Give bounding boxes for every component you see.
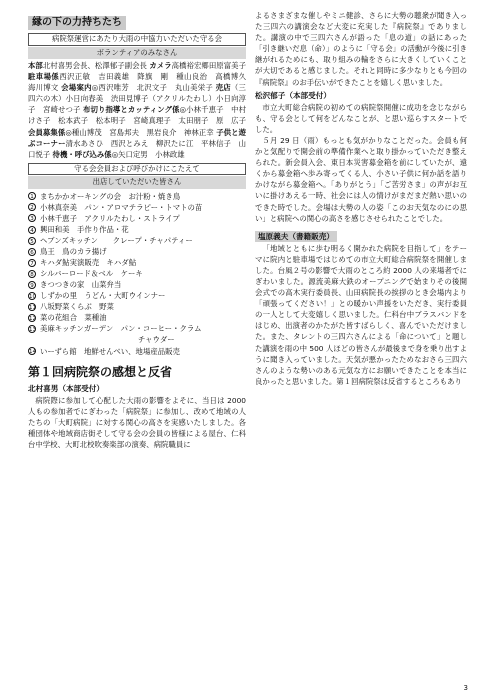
body-paragraph: よるさまざまな催しやミニ健診、さらに大勢の聴衆が聞き入った三四六の講演会など大変に充実した『病院祭』でありました。講演の中で三四六さんが語った「息の道」の話にあった「引き継いだ息（命）」のように「守る会」の活動が今後に引き継がれるためにも、取り組みの輪をさらに大きくしていくことが大切であると感じました。それと同時に多少なりとも今回の『病院祭』のお手伝いができたことを嬉しく思いました。: [255, 11, 467, 87]
list-item: [28, 268, 246, 279]
item-text: シルバーロード＆ベル ケーキ: [40, 269, 143, 279]
list-item: [28, 290, 246, 301]
item-number: 4: [28, 226, 36, 234]
credit-role: 布切り指導とカッティング係: [82, 105, 180, 115]
item-text: 八坂野菜くらぶ 野菜: [40, 302, 114, 312]
item-number: 13: [29, 326, 36, 333]
support-line-1: 守る会会員および呼びかけにこたえて: [28, 163, 246, 176]
item-number: 11: [29, 304, 36, 311]
credit-names: 北村喜男会長、松澤郁子副会長: [42, 61, 147, 70]
item-text: しずかの里 うどん・大町ウインナー: [40, 291, 166, 301]
credit-names: 高橋裕宏郷田原富美子: [171, 61, 246, 70]
list-item: [28, 257, 246, 268]
author-name: 北村喜男（本部受付）: [28, 383, 104, 393]
list-item: [28, 191, 246, 202]
item-text: 小林真奈美 パン・アロマテラピー・トマトの苗: [40, 202, 203, 212]
list-item: [28, 346, 246, 357]
credit-role: 売店: [215, 83, 231, 93]
credit-role: 待機・呼び込み係: [52, 149, 112, 159]
left-column: [28, 10, 254, 450]
credit-role: 会場案内: [61, 83, 92, 93]
credit-role: 本部: [28, 61, 43, 70]
shop-list: [28, 191, 246, 357]
intro-sub: ボランティアのみなさん: [28, 47, 246, 60]
author-name: 塩原義夫（書籍販売）: [255, 231, 337, 242]
list-item: [28, 213, 246, 224]
list-item: [28, 202, 246, 213]
item-text: 鳥王 鳥のカラ揚げ: [40, 247, 107, 257]
item-text: ヘブンズキッチン クレープ・チャパティー: [40, 236, 193, 246]
credit-names: 西沢正敏 吉田義雄 降旗 剛 種山良治 高橋博久 海川博文: [28, 72, 254, 93]
item-number: 9: [28, 281, 36, 289]
item-text: 小林千恵子 アクリルたわし・ストライプ: [40, 213, 180, 223]
credit-role: 子供と遊ぶコーナー: [28, 127, 246, 148]
item-number: 1: [28, 192, 36, 200]
item-text: 美麻キッチンガーデン パン・コーヒー・クラム: [40, 324, 202, 334]
credit-role: カメラ: [149, 61, 172, 70]
item-number: 5: [28, 237, 36, 245]
body-paragraph: 市立大町総合病院の初めての病院祭開催に成功を念じながらも、守る会として何をどんなことが、と思い巡らすスタートでした。: [255, 102, 467, 134]
credit-names: ◎種山博茂 宮島邦夫 黒岩良介 神林正幸: [65, 127, 214, 137]
item-number: 10: [29, 293, 36, 300]
list-item: [28, 323, 246, 334]
credit-role: 会員募集係: [28, 127, 66, 137]
body-paragraph: 病院際に参加して心配した大雨の影響をよそに、当日は 2000 人もの参加者でにぎわった「病院祭」に参加し、改めて地域の人たちの「大町病院」に対する関心の高さを実感いたしました。各種団体や地域商店街そして守る会の会員の皆様による屋台、仁科台中学校、大町北校吹奏楽部の演奏、病院職員に: [28, 395, 246, 449]
credit-role: 駐車場係: [28, 72, 60, 82]
item-text: 興田和美 手作り作品・花: [40, 224, 129, 234]
credits-paragraph: [28, 60, 254, 160]
credit-names: 清水あさひ 西沢とみえ 柳沢たに江 平林信子 山口悦子: [28, 138, 246, 159]
page-number: 3: [463, 684, 468, 692]
list-item-continuation: [28, 334, 246, 345]
section-title: 縁の下の力持ちたち: [28, 16, 126, 30]
item-text: いーずら館 地鮮せんべい、地場産品販売: [40, 346, 180, 356]
item-number: 3: [28, 214, 36, 222]
list-item: [28, 279, 246, 290]
list-item: [28, 235, 246, 246]
intro-line: 病院祭運営にあたり大雨の中協力いただいた守る会: [28, 33, 246, 46]
credit-names: ◎矢口定男 小林政雄: [111, 149, 185, 159]
credit-names: （三四六の木）小日向春美 渋田見博子（アクリルたわし）小日向淳子 宮崎せつ子: [28, 83, 246, 115]
credit-names: ◎西沢唯芳 北沢文子 丸山美栄子: [91, 83, 214, 93]
item-number: 14: [29, 349, 36, 356]
body-paragraph: 「地域とともに歩む明るく開かれた病院を目指して」をテーマに院内と駐車場ではじめての市立大町総合病院祭を開催しました。台風２号の影響で大雨のところ約 2000 人の来場者でにぎわいました。源流美麻大鉄のオープニングで始まりその後開会式での高木実行委員長、山田病院長の挨拶のとき会場内より「頑張ってください！」との暖かい声援をいただき、実行委員の一人として大変嬉しく思いました。仁科台中ブラスバンドをはじめ、出演者のかたがた皆すばらしく、喜んでいただけました。また、タレントの三四六さんによる「命について」と題した講演を雨の中 500 人ほどの皆さんが最後まで身を乗り出すように聞き入っていました。天気が悪かったためなおさら三四六さんのような勢いのある元気な方にお願いできたことを本当に良かったと思いました。第１回病院祭は反省するところもあり: [255, 243, 467, 386]
item-text: きつつきの家 山菜弁当: [40, 280, 122, 290]
item-text: キハダ鮎実演販売 キハダ鮎: [40, 258, 137, 268]
item-text: まちかかオーキングの会 お汁粉・焼き鳥: [40, 191, 181, 201]
item-number: 8: [28, 270, 36, 278]
list-item: [28, 301, 246, 312]
credit-names: ◎小林千恵子 中村けさ子 松本武子 松本明子 宮崎真理子 太田朋子 原 広子: [28, 105, 247, 126]
item-text: 菜の花組合 菜種油: [40, 313, 107, 323]
list-item: [28, 224, 246, 235]
item-number: 2: [28, 203, 36, 211]
item-number: 7: [28, 259, 36, 267]
list-item: [28, 312, 246, 323]
body-paragraph: ５月 29 日（雨）もっとも気がかりなことだった。会員も何かと気配りで開会前の準備作業へと取り掛かっていただき整えられた。新会員入会、東日本災害募金箱を前にしていたが、遠くから募金箱へ歩み寄ってくる人、小さい子供に何か話を語りかけながら募金箱へ。「ありがとう」「ご苦労さま」の声がお互いに掛けあえる一時、社会には人の情けがまだまだ熱い思いのできた時でした。会場は大勢の人の姿「このお天気なのにの思い」と病院への関心の高さを感じさせられたことでした。: [255, 135, 467, 223]
author-name: 松沢郁子（本部受付）: [255, 90, 331, 100]
item-number: 6: [28, 248, 36, 256]
support-line-2: 出店していただいた皆さん: [28, 176, 246, 189]
section-heading: 第１回病院祭の感想と反省: [28, 364, 173, 379]
item-number: 12: [29, 315, 36, 322]
right-column: [255, 10, 467, 387]
item-text: チャウダー: [138, 335, 175, 345]
list-item: [28, 246, 246, 257]
